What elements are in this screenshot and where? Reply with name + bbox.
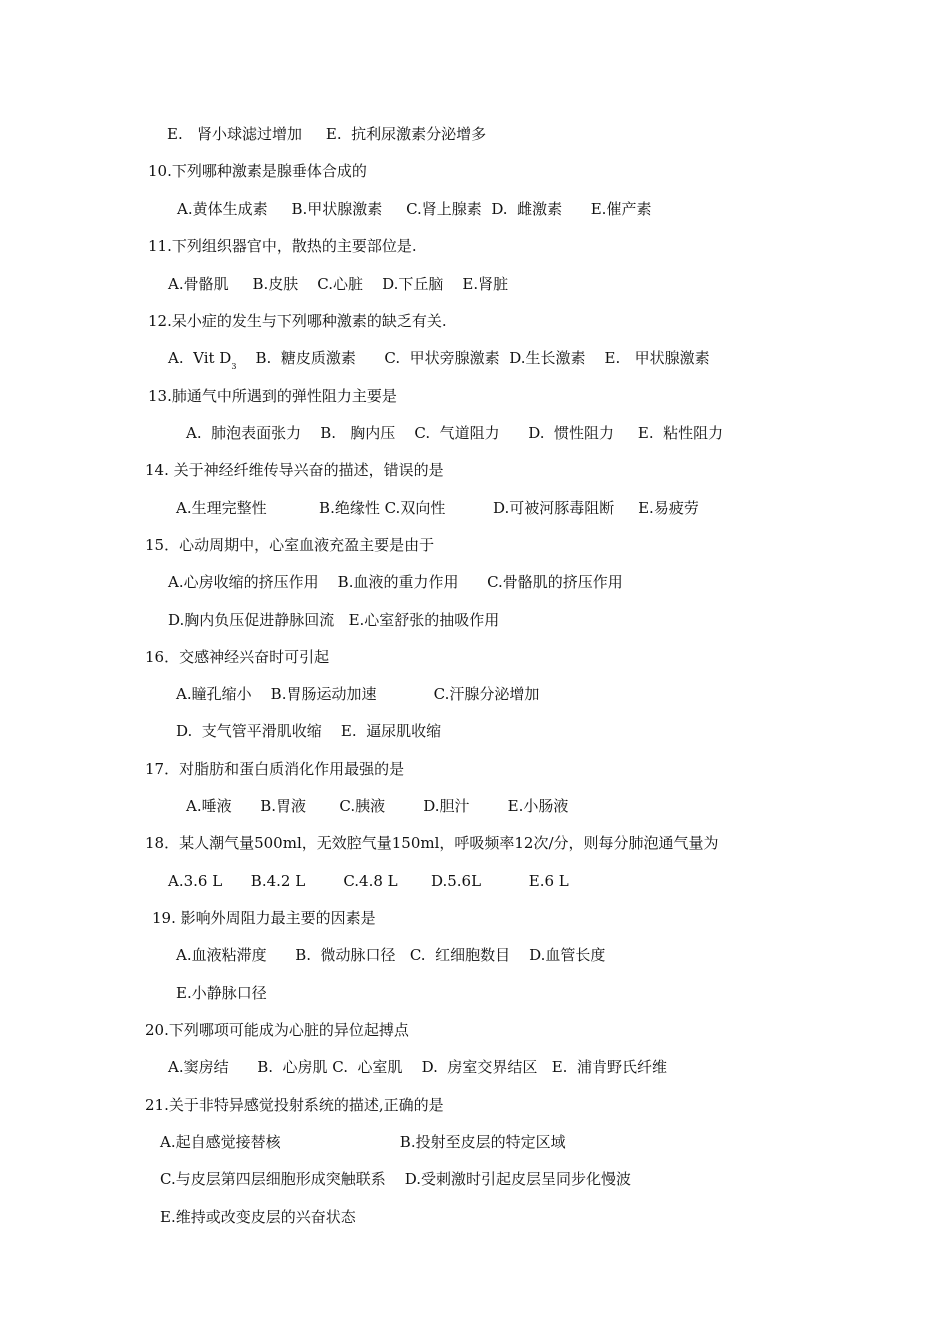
q21-options-row1: A.起自感觉接替核 B.投射至皮层的特定区域 — [160, 1133, 566, 1151]
q21-options-row3: E.维持或改变皮层的兴奋状态 — [160, 1208, 356, 1226]
q17-options: A.唾液 B.胃液 C.胰液 D.胆汁 E.小肠液 — [186, 797, 569, 815]
q19-options-row2: E.小静脉口径 — [176, 984, 267, 1002]
q20-options: A.窦房结 B. 心房肌 C. 心室肌 D. 房室交界结区 E. 浦肯野氏纤维 — [168, 1058, 667, 1076]
q13-options: A. 肺泡表面张力 B. 胸内压 C. 气道阻力 D. 惯性阻力 E. 粘性阻力 — [186, 424, 724, 442]
question-11: 11.下列组织器官中，散热的主要部位是. — [148, 237, 417, 255]
q12-options-rest: B. 糖皮质激素 C. 甲状旁腺激素 D.生长激素 E. 甲状腺激素 — [236, 349, 710, 367]
question-18: 18．某人潮气量500ml，无效腔气量150ml，呼吸频率12次/分，则每分肺泡通气量为 — [145, 834, 719, 852]
q21-options-row2: C.与皮层第四层细胞形成突触联系 D.受刺激时引起皮层呈同步化慢波 — [160, 1170, 632, 1188]
q12-options — [168, 348, 710, 377]
q15-options-row2: D.胸内负压促进静脉回流 E.心室舒张的抽吸作用 — [168, 611, 500, 629]
question-14: 14. 关于神经纤维传导兴奋的描述，错误的是 — [145, 461, 444, 479]
q14-options: A.生理完整性 B.绝缘性 C.双向性 D.可被河豚毒阻断 E.易疲劳 — [176, 499, 699, 517]
question-16: 16．交感神经兴奋时可引起 — [145, 648, 330, 666]
q19-options-row1: A.血液粘滞度 B. 微动脉口径 C. 红细胞数目 D.血管长度 — [176, 946, 606, 964]
q10-options: A.黄体生成素 B.甲状腺激素 C.肾上腺素 D. 雌激素 E.催产素 — [177, 200, 652, 218]
q16-options-row2: D. 支气管平滑肌收缩 E. 逼尿肌收缩 — [176, 722, 442, 740]
question-21: 21.关于非特异感觉投射系统的描述,正确的是 — [145, 1096, 444, 1114]
q16-options-row1: A.瞳孔缩小 B.胃肠运动加速 C.汗腺分泌增加 — [176, 685, 540, 703]
question-20: 20.下列哪项可能成为心脏的异位起搏点 — [145, 1021, 409, 1039]
question-13: 13.肺通气中所遇到的弹性阻力主要是 — [148, 387, 397, 405]
question-19: 19. 影响外周阻力最主要的因素是 — [152, 909, 376, 927]
q11-options: A.骨骼肌 B.皮肤 C.心脏 D.下丘脑 E.肾脏 — [168, 275, 509, 293]
question-17: 17．对脂肪和蛋白质消化作用最强的是 — [145, 760, 405, 778]
q18-options: A.3.6 L B.4.2 L C.4.8 L D.5.6L E.6 L — [168, 872, 569, 890]
question-12: 12.呆小症的发生与下列哪种激素的缺乏有关. — [148, 312, 447, 330]
subscript-3: 3 — [231, 362, 237, 371]
q12-option-a: A. Vit D — [168, 349, 232, 367]
q9-options-continued: E. 肾小球滤过增加 E. 抗利尿激素分泌增多 — [167, 125, 487, 143]
question-15: 15．心动周期中，心室血液充盈主要是由于 — [145, 536, 435, 554]
question-10: 10.下列哪种激素是腺垂体合成的 — [148, 162, 367, 180]
q15-options-row1: A.心房收缩的挤压作用 B.血液的重力作用 C.骨骼肌的挤压作用 — [168, 573, 623, 591]
